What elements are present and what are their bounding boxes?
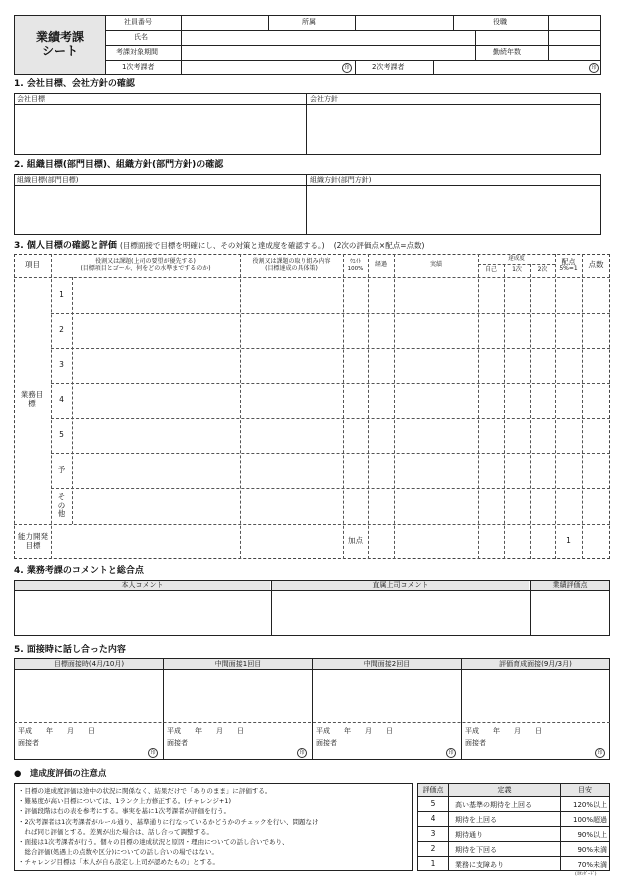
boss-comment-label: 直属上司コメント [272,581,529,590]
rater1-label: 1次考課者 [122,63,155,71]
bonus-alloc-value: 1 [566,536,571,546]
col-alloc-label: 配点 [561,258,576,267]
goal-row-3[interactable] [73,349,610,382]
col-second: 2次 [537,266,548,274]
rating-row-guide: 120%以上 [572,801,607,809]
org-goal-field[interactable] [15,186,305,234]
goal-row-1[interactable] [73,278,610,312]
notes-title: ● 達成度評価の注意点 [14,769,107,779]
rating-row-score: 4 [430,813,436,823]
employee-no-label: 社員番号 [124,18,152,26]
rating-header-score: 評価点 [418,784,448,796]
rating-row-definition: 業務に支障あり [455,861,504,869]
interview-seal-2-icon: 印 [297,748,307,758]
section2-title: 2. 組織目標(部門目標)、組織方針(部門方針)の確認 [14,160,224,170]
company-policy-label: 会社方針 [310,95,338,103]
org-policy-field[interactable] [307,186,600,234]
self-comment-field[interactable] [15,591,270,635]
section4-title: 4. 業務考課のコメントと総合点 [14,566,144,576]
interview-notes-3[interactable] [313,670,460,721]
bullet-icon: ・ [18,797,25,806]
section3-formula: (2次の評価点×配点=点数) [333,241,425,250]
interview-notes-4[interactable] [462,670,609,721]
ability-goal-field[interactable] [52,525,342,558]
interview-notes-2[interactable] [164,670,311,721]
rating-row-guide: 90%未満 [577,846,607,854]
rater2-field[interactable] [434,61,600,74]
rating-row-guide: 70%未満 [577,861,607,869]
bullet-icon: ・ [18,807,25,816]
notes-list [18,786,412,868]
bullet-icon: ・ [18,787,25,795]
col-role-label: 役割又は課題(上司の要望が優先する) [95,257,196,265]
self-comment-label: 本人コメント [15,581,270,590]
goal-row-5-label: 5 [59,430,64,440]
performance-score-label: 業績評価点 [531,581,609,590]
rating-row-guide: 90%以上 [577,831,607,839]
bonus-label: 加点 [348,536,363,546]
goal-row-reserve-label: 予 [57,465,66,475]
notes-item: 総合評価(処遇上の点数や区分)についての話し合いの場ではない。 [24,848,218,857]
col-achieve: 達成度 [508,255,525,262]
notes-item: ・評価段階は右の表を参考にする。事実を基に1次考課者が評価を行う。 [18,807,231,816]
interviewer-label-1: 面接者 [18,739,39,747]
goal-row-2-label: 2 [59,325,64,335]
name-label: 氏名 [134,33,148,41]
company-goal-label: 会社目標 [17,95,45,103]
col-item: 項目 [25,260,40,270]
rater1-field[interactable] [182,61,354,74]
notes-item: ・目標の達成度評価は途中の状況に関係なく、結果だけで「ありのまま」に評価する。 [18,787,272,795]
goal-row-other[interactable] [73,489,610,523]
col-plan [240,254,343,277]
goal-row-5[interactable] [73,419,610,452]
col-mid: 経過 [374,261,387,269]
name-field[interactable] [182,31,474,44]
company-goal-field[interactable] [15,105,305,154]
bullet-icon: ・ [18,817,25,826]
col-result: 実績 [429,261,442,269]
interview-seal-1-icon: 印 [148,748,158,758]
interview-seal-4-icon: 印 [595,748,605,758]
interview-col-4: 評価育成面接(9月/3月) [462,659,609,669]
goal-row-reserve[interactable] [73,454,610,487]
period-label: 考課対象期間 [116,48,158,56]
col-role [51,254,240,277]
rater2-seal-icon: 印 [589,63,599,73]
goal-row-1-label: 1 [59,289,64,299]
org-goal-label: 組織目標(部門目標) [17,176,79,184]
employee-no-field[interactable] [182,16,267,29]
rating-row-definition: 期待を上回る [455,816,497,824]
section1-title: 1. 会社目標、会社方針の確認 [14,79,135,89]
rating-row-score: 5 [430,798,436,808]
interview-date-1: 平成 年 月 日 [18,727,95,735]
interview-col-1: 目標面接時(4月/10月) [15,659,163,669]
col-first: 1次 [512,266,522,274]
interviewer-label-2: 面接者 [167,739,188,747]
boss-comment-field[interactable] [272,591,529,635]
goal-row-4-label: 4 [59,395,64,405]
rating-row-definition: 期待通り [455,831,483,839]
rater2-label: 2次考課者 [372,63,405,71]
goal-row-2[interactable] [73,314,610,347]
sheet-title-line2: シート [41,44,78,58]
notes-item: ・難易度が高い目標については、1ランク上方修正する。(チャレンジ+1) [18,797,232,806]
rating-row-score: 3 [430,828,436,838]
position-field[interactable] [549,16,600,29]
rating-row-definition: 高い基準の期待を上回る [455,801,532,809]
rating-row-guide: 100%超過 [572,816,607,824]
goal-row-4[interactable] [73,384,610,417]
interview-notes-1[interactable] [15,670,162,721]
interview-date-3: 平成 年 月 日 [316,727,393,735]
section5-title: 5. 面接時に話し合った内容 [14,645,126,655]
col-plan-label: 役割又は課題の取り組み内容 [252,257,331,265]
rating-row-definition: 期待を下回る [455,846,497,854]
col-self: 自己 [484,266,497,274]
sheet-title-box [14,15,106,75]
rating-row-score: 1 [430,858,436,868]
interview-date-4: 平成 年 月 日 [465,727,542,735]
rating-footnote: (ｽﾀﾝﾀﾞｰﾄﾞ) [575,872,597,877]
bullet-icon: ・ [18,858,25,867]
sheet-title-line1: 業績考課 [35,30,84,45]
bullet-icon: ・ [18,838,25,847]
col-weight-label: ｳｴｲﾄ [349,259,361,266]
interviewer-label-3: 面接者 [316,739,337,747]
col-alloc-sub: 5%=1 [559,265,578,273]
col-plan-sub: (目標達成の具体策) [265,264,318,272]
performance-score-field[interactable] [531,591,609,635]
col-alloc [555,254,582,277]
interview-col-2: 中間面接1回目 [164,659,312,669]
col-weight-sub: 100% [347,265,364,272]
section3-note: (目標面接で目標を明確にし、その対策と達成度を確認する。) [119,241,325,250]
business-goal-group-label: 業務目標 [20,390,44,408]
rater1-seal-icon: 印 [342,63,352,73]
position-label: 役職 [493,18,507,26]
company-policy-field[interactable] [307,105,600,154]
dept-field[interactable] [356,16,452,29]
interview-date-2: 平成 年 月 日 [167,727,244,735]
col-points: 点数 [588,260,604,270]
notes-item: ・2次考課者は1次考課者がルール通り、基準通りに行なっているかどうかのチェックを行い、問題なけ [18,817,319,826]
section3-title [14,242,424,251]
dept-label: 所属 [302,18,316,26]
years-label: 勤続年数 [493,48,521,56]
interview-seal-3-icon: 印 [446,748,456,758]
section3-title-text: 3. 個人目標の確認と評価 [14,241,117,251]
org-policy-label: 組織方針(部門方針) [310,176,372,184]
rating-header-guide: 目安 [561,784,609,796]
rating-row-score: 2 [430,843,436,853]
goal-row-3-label: 3 [59,360,64,370]
notes-item: れば同じ評価とする。差異が出た場合は、話し合って調整する。 [24,827,213,836]
notes-item: ・チャレンジ目標は「本人が自ら設定し上司が認めたもの」とする。 [18,858,219,867]
ability-goal-label: 能力開発目標 [18,532,48,550]
col-role-sub: (目標項目とゴール、何をどの水準までするのか) [80,264,211,272]
years-field[interactable] [549,46,600,59]
goal-row-other-label: その他 [57,492,66,519]
interview-col-3: 中間面接2回目 [313,659,461,669]
col-weight [343,254,368,277]
rating-header-definition: 定義 [449,784,560,796]
interviewer-label-4: 面接者 [465,739,486,747]
notes-item: ・面接は1次考課者が行う。個々の目標の達成状況と原因・理由についての話し合いであり、 [18,838,289,847]
period-field[interactable] [182,46,474,59]
